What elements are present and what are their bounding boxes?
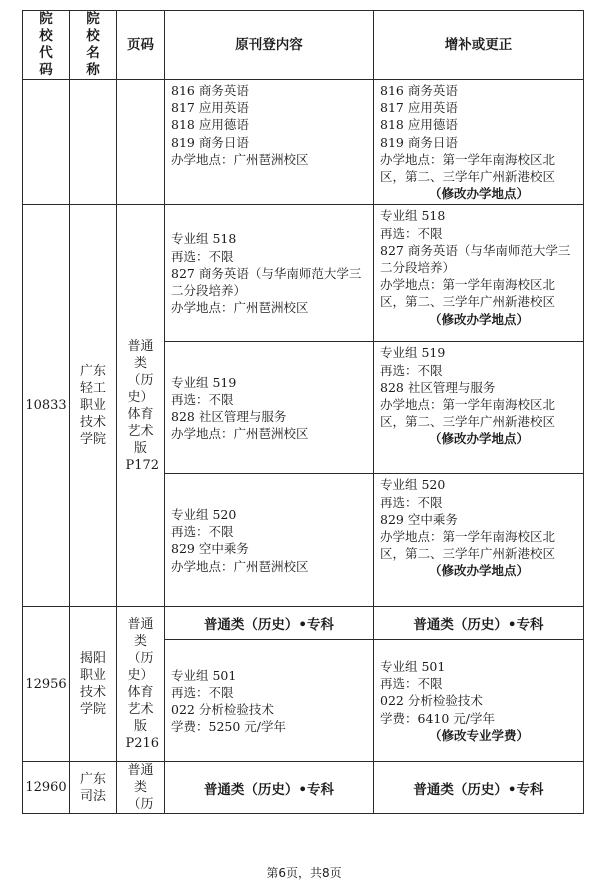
page-footer: 第6页，共8页 — [266, 866, 342, 880]
table-row — [23, 762, 584, 814]
correction-content: 专业组 519 再选：不限 828 社区管理与服务 办学地点：第一学年南海校区北 区，第二、三学年广州新港校区 （修改办学地点） — [374, 342, 584, 474]
original-content: 专业组 520 再选：不限 829 空中乘务 办学地点：广州琶洲校区 — [165, 474, 374, 607]
original-content: 专业组 519 再选：不限 828 社区管理与服务 办学地点：广州琶洲校区 — [165, 342, 374, 474]
original-content: 816 商务英语 817 应用英语 818 应用德语 819 商务日语 办学地点：广州琶洲校区 — [165, 80, 374, 205]
page-ref: 普通类（历史）体育艺术版P172 — [117, 205, 165, 607]
correction-note: （修改办学地点） — [428, 311, 529, 327]
correction-note: （修改办学地点） — [428, 431, 529, 447]
correction-content: 专业组 520 再选：不限 829 空中乘务 办学地点：第一学年南海校区北 区，第二、三学年广州新港校区 （修改办学地点） — [374, 474, 584, 607]
correction-note: （修改办学地点） — [428, 563, 529, 579]
header-code: 院校代码 — [23, 11, 70, 80]
page-ref: 普通类（历史）体育艺术版P216 — [117, 607, 165, 762]
header-correction: 增补或更正 — [374, 11, 584, 80]
correction-content: 专业组 518 再选：不限 827 商务英语（与华南师范大学三 二分段培养） 办学地点：第一学年南海校区北 区，第二、三学年广州新港校区 （修改办学地点） — [374, 205, 584, 342]
school-code: 12960 — [23, 762, 70, 814]
header-name: 院校名称 — [70, 11, 117, 80]
table-row — [23, 80, 584, 205]
school-code: 12956 — [23, 607, 70, 762]
correction-content: 专业组 501 再选：不限 022 分析检验技术 学费：6410 元/学年 （修改专业学费） — [374, 640, 584, 762]
page-ref: 普通类（历 — [117, 762, 165, 814]
school-name: 广东司法 — [70, 762, 117, 814]
school-code: 10833 — [23, 205, 70, 607]
school-name: 揭阳职业技术学院 — [70, 607, 117, 762]
correction-content: 816 商务英语 817 应用英语 818 应用德语 819 商务日语 办学地点：第一学年南海校区北 区，第二、三学年广州新港校区 （修改办学地点） — [374, 80, 584, 205]
header-row — [23, 11, 584, 80]
correction-note: （修改办学地点） — [428, 186, 529, 202]
section-original: 普通类（历史）•专科 — [165, 607, 374, 640]
section-correction: 普通类（历史）•专科 — [374, 607, 584, 640]
original-content: 专业组 518 再选：不限 827 商务英语（与华南师范大学三 二分段培养） 办学地点：广州琶洲校区 — [165, 205, 374, 342]
correction-table — [22, 10, 584, 814]
section-correction: 普通类（历史）•专科 — [374, 762, 584, 814]
header-page: 页码 — [117, 11, 165, 80]
original-content: 专业组 501 再选：不限 022 分析检验技术 学费：5250 元/学年 — [165, 640, 374, 762]
table-row — [23, 607, 584, 640]
correction-note: （修改专业学费） — [428, 727, 529, 743]
section-original: 普通类（历史）•专科 — [165, 762, 374, 814]
header-original: 原刊登内容 — [165, 11, 374, 80]
school-name: 广东轻工职业技术学院 — [70, 205, 117, 607]
table-row — [23, 205, 584, 342]
